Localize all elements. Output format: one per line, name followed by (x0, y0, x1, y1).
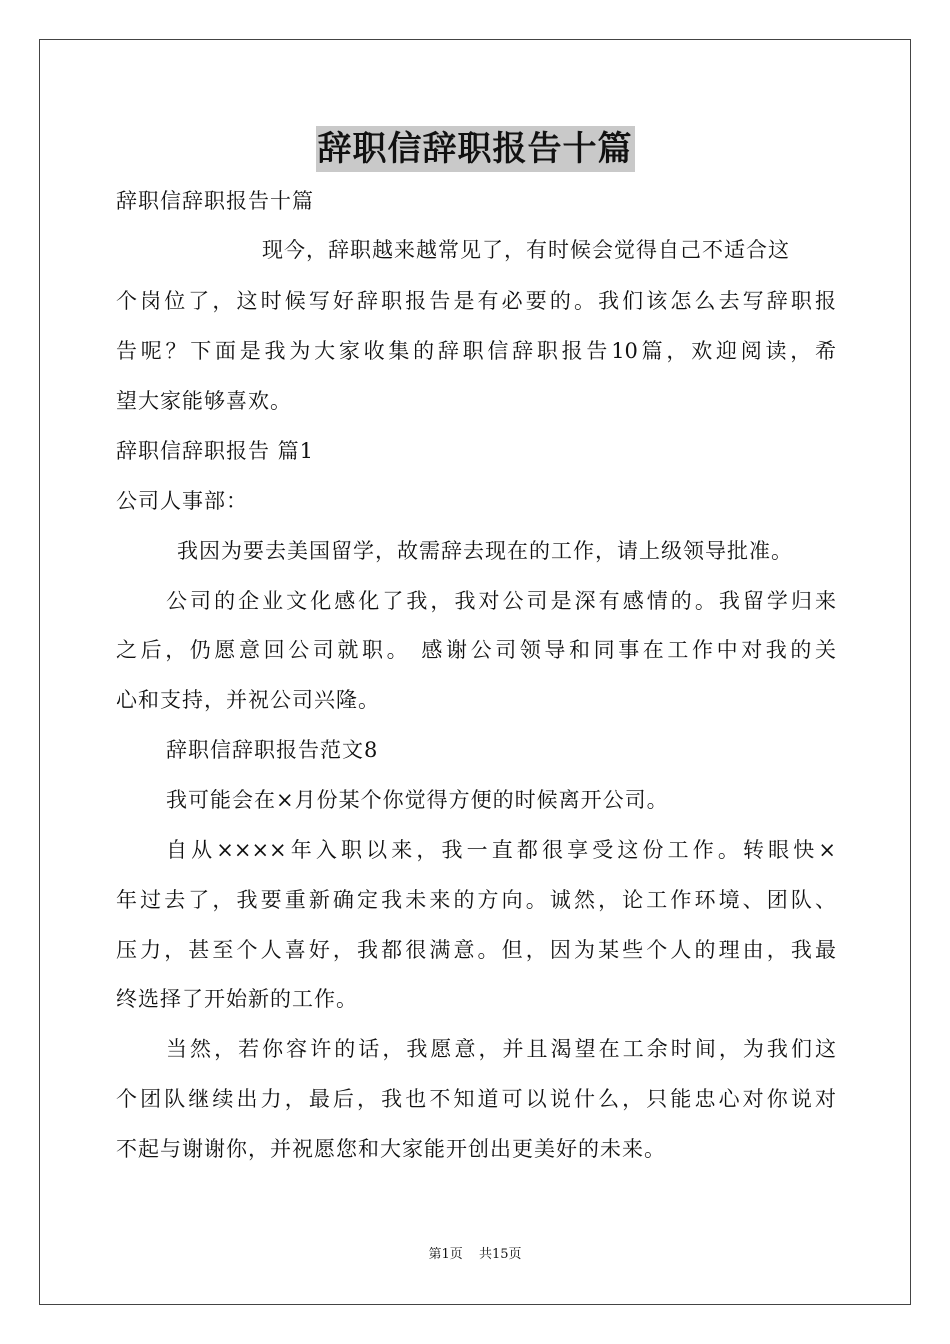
letter-paragraph-line: 不起与谢谢你，并祝愿您和大家能开创出更美好的未来。 (116, 1137, 666, 1161)
letter-paragraph-line: 公司的企业文化感化了我，我对公司是深有感情的。我留学归来 (166, 589, 836, 613)
intro-heading: 辞职信辞职报告十篇 (116, 189, 314, 213)
intro-paragraph-line: 个岗位了，这时候写好辞职报告是有必要的。我们该怎么去写辞职报 (116, 289, 836, 313)
page-total: 共15页 (478, 1247, 522, 1262)
intro-paragraph-line: 望大家能够喜欢。 (116, 389, 292, 413)
letter-paragraph-line: 自从××××年入职以来，我一直都很享受这份工作。转眼快× (166, 838, 836, 862)
letter-salutation: 公司人事部： (116, 489, 248, 513)
page-footer (0, 1246, 950, 1264)
section-heading: 辞职信辞职报告 篇1 (116, 439, 315, 463)
document-title-text: 辞职信辞职报告十篇 (316, 126, 635, 172)
letter-paragraph-line: 我可能会在×月份某个你觉得方便的时候离开公司。 (166, 788, 669, 812)
page-frame (39, 39, 911, 1305)
letter-paragraph-line: 年过去了，我要重新确定我未来的方向。诚然，论工作环境、团队、 (116, 888, 836, 912)
letter-paragraph-line: 个团队继续出力，最后，我也不知道可以说什么，只能忠心对你说对 (116, 1087, 836, 1111)
letter-paragraph-line: 心和支持，并祝公司兴隆。 (116, 688, 380, 712)
letter-paragraph-line: 我因为要去美国留学，故需辞去现在的工作，请上级领导批准。 (177, 539, 793, 563)
intro-paragraph-line: 告呢？下面是我为大家收集的辞职信辞职报告10篇，欢迎阅读，希 (116, 339, 836, 363)
intro-paragraph-line: 现今，辞职越来越常见了，有时候会觉得自己不适合这 (262, 238, 790, 262)
letter-paragraph-line: 当然，若你容许的话，我愿意，并且渴望在工余时间，为我们这 (166, 1037, 836, 1061)
letter-paragraph-line: 终选择了开始新的工作。 (116, 987, 358, 1011)
letter-paragraph-line: 压力，甚至个人喜好，我都很满意。但，因为某些个人的理由，我最 (116, 938, 836, 962)
section-heading: 辞职信辞职报告范文8 (166, 738, 379, 762)
page-number: 第1页 (428, 1247, 463, 1262)
letter-paragraph-line: 之后，仍愿意回公司就职。 感谢公司领导和同事在工作中对我的关 (116, 638, 836, 662)
document-title (0, 126, 950, 172)
